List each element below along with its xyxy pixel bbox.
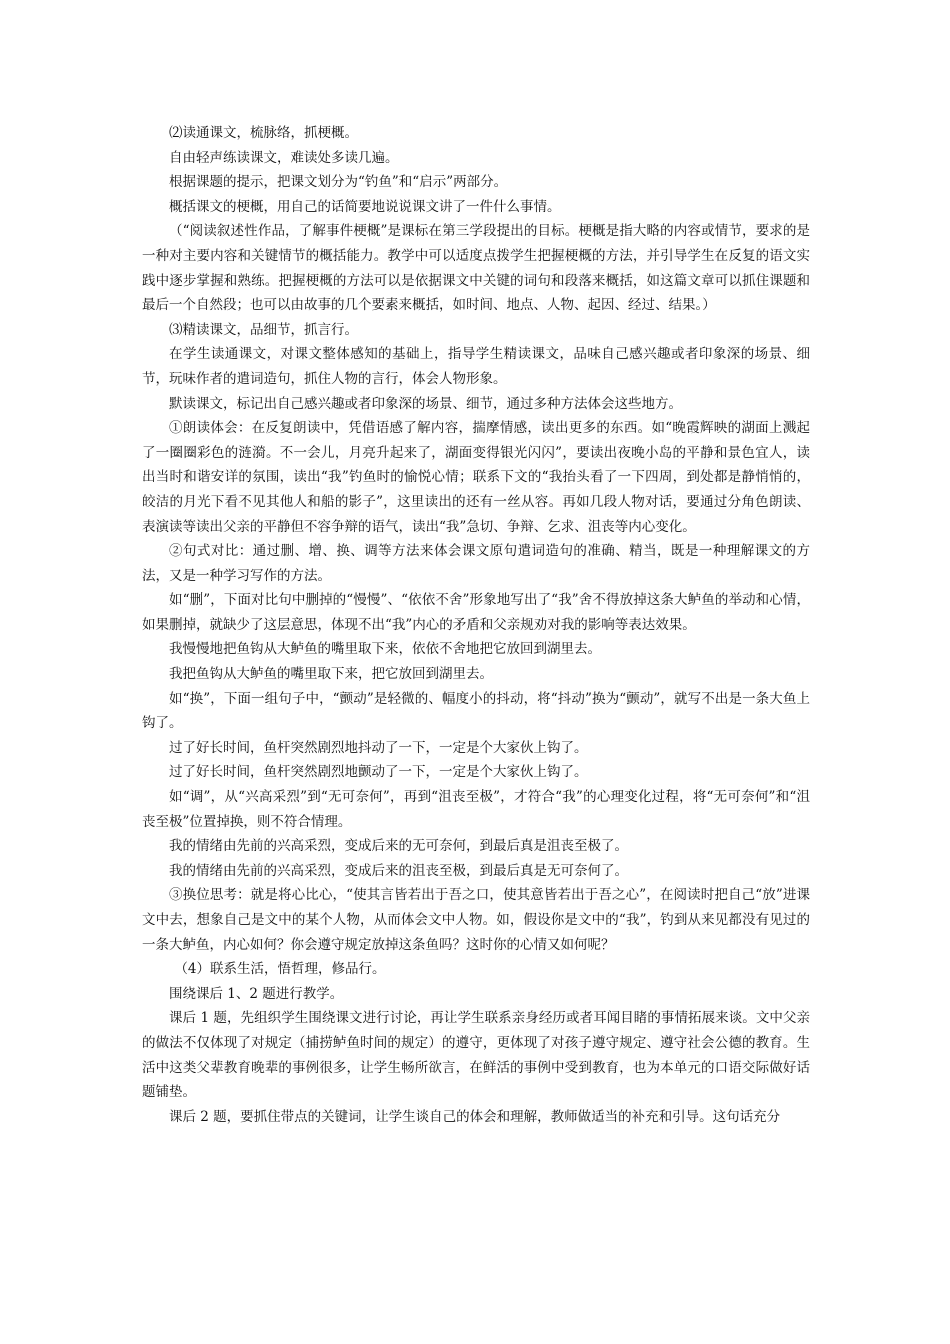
paragraph: 根据课题的提示，把课文划分为“钓鱼”和“启示”两部分。 xyxy=(169,174,508,191)
example-sentence: 过了好长时间，鱼杆突然剧烈地抖动了一下，一定是个大家伙上钩了。 xyxy=(169,739,588,756)
document-body xyxy=(142,121,810,1129)
heading-read-through: ⑵读通课文，梳脉络，抓梗概。 xyxy=(169,125,358,141)
paragraph: 课后 1 题，先组织学生围绕课文进行讨论，再让学生联系亲身经历或者耳闻目睹的事情拓展来谈。文中父亲的做法不仅体现了对规定（捕捞鲈鱼时间的规定）的遵守，更体现了对孩子遵守规定、遵守社会公德的教育。生活中这类父辈教育晚辈的事例很多，让学生畅所欲言，在鲜活的事例中受到教育，也为本单元的口语交际做好话题铺垫。 xyxy=(142,1010,810,1101)
paragraph-perspective: ③换位思考：就是将心比心，“使其言皆若出于吾之口，使其意皆若出于吾之心”，在阅读时把自己“放”进课文中去，想象自己是文中的某个人物，从而体会文中人物。如，假设你是文中的“我”，钓到从来见都没有见过的一条大鲈鱼，内心如何？你会遵守规定放掉这条鱼吗？这时你的心情又如何呢？ xyxy=(142,887,810,953)
paragraph: 概括课文的梗概，用自己的话简要地说说课文讲了一件什么事情。 xyxy=(169,198,561,215)
paragraph-note: （“阅读叙述性作品，了解事件梗概”是课标在第三学段提出的目标。梗概是指大略的内容或情节，要求的是一种对主要内容和关键情节的概括能力。教学中可以适度点拨学生把握梗概的方法，并引导学生在反复的语文实践中逐步掌握和熟练。把握梗概的方法可以是依据课文中关键的词句和段落来概括，如这篇文章可以抓住课题和最后一个自然段；也可以由故事的几个要素来概括，如时间、地点、人物、起因、经过、结果。） xyxy=(142,223,810,314)
paragraph: 自由轻声练读课文，难读处多读几遍。 xyxy=(169,149,399,166)
heading-intensive-reading: ⑶精读课文，品细节，抓言行。 xyxy=(169,321,358,338)
example-sentence: 我慢慢地把鱼钩从大鲈鱼的嘴里取下来，依依不舍地把它放回到湖里去。 xyxy=(169,641,601,658)
paragraph: 如“删”，下面对比句中删掉的“慢慢”、“依依不舍”形象地写出了“我”舍不得放掉这条大鲈鱼的举动和心情，如果删掉，就缺少了这层意思，体现不出“我”内心的矛盾和父亲规劝对我的影响等表达效果。 xyxy=(142,592,810,633)
paragraph: 默读课文，标记出自己感兴趣或者印象深的场景、细节，通过多种方法体会这些地方。 xyxy=(169,395,682,412)
paragraph: 课后 2 题，要抓住带点的关键词，让学生谈自己的体会和理解，教师做适当的补充和引导。这句话充分 xyxy=(169,1108,781,1125)
heading-connect-life: （4）联系生活，悟哲理，修品行。 xyxy=(174,961,386,978)
paragraph: 如“换”，下面一组句子中，“颤动”是轻微的、幅度小的抖动，将“抖动”换为“颤动”，就写不出是一条大鱼上钩了。 xyxy=(142,690,810,732)
paragraph: 围绕课后 1、2 题进行教学。 xyxy=(169,985,344,1002)
paragraph-read-aloud: ①朗读体会：在反复朗读中，凭借语感了解内容，揣摩情感，读出更多的东西。如“晚霞辉映的湖面上溅起了一圈圈彩色的涟漪。不一会儿，月亮升起来了，湖面变得银光闪闪”，要读出夜晚小岛的平静和景色宜人，读出当时和谐安详的氛围，读出“我”钓鱼时的愉悦心情；联系下文的“我抬头看了一下四周，到处都是静悄悄的，皎洁的月光下看不见其他人和船的影子”，这里读出的还有一丝从容。再如几段人物对话，要通过分角色朗读、表演读等读出父亲的平静但不容争辩的语气，读出“我”急切、争辩、乞求、沮丧等内心变化。 xyxy=(142,420,810,535)
example-sentence: 我把鱼钩从大鲈鱼的嘴里取下来，把它放回到湖里去。 xyxy=(169,666,493,683)
example-sentence: 我的情绪由先前的兴高采烈，变成后来的无可奈何，到最后真是沮丧至极了。 xyxy=(169,838,628,855)
example-sentence: 我的情绪由先前的兴高采烈，变成后来的沮丧至极，到最后真是无可奈何了。 xyxy=(169,862,628,879)
paragraph-sentence-contrast: ②句式对比：通过删、增、换、调等方法来体会课文原句遣词造句的准确、精当，既是一种理解课文的方法，又是一种学习写作的方法。 xyxy=(142,543,810,584)
paragraph: 如“调”，从“兴高采烈”到“无可奈何”，再到“沮丧至极”，才符合“我”的心理变化过程，将“无可奈何”和“沮丧至极”位置掉换，则不符合情理。 xyxy=(142,789,810,830)
example-sentence: 过了好长时间，鱼杆突然剧烈地颤动了一下，一定是个大家伙上钩了。 xyxy=(169,764,588,781)
paragraph: 在学生读通课文，对课文整体感知的基础上，指导学生精读课文，品味自己感兴趣或者印象深的场景、细节，玩味作者的遣词造句，抓住人物的言行，体会人物形象。 xyxy=(142,346,810,387)
